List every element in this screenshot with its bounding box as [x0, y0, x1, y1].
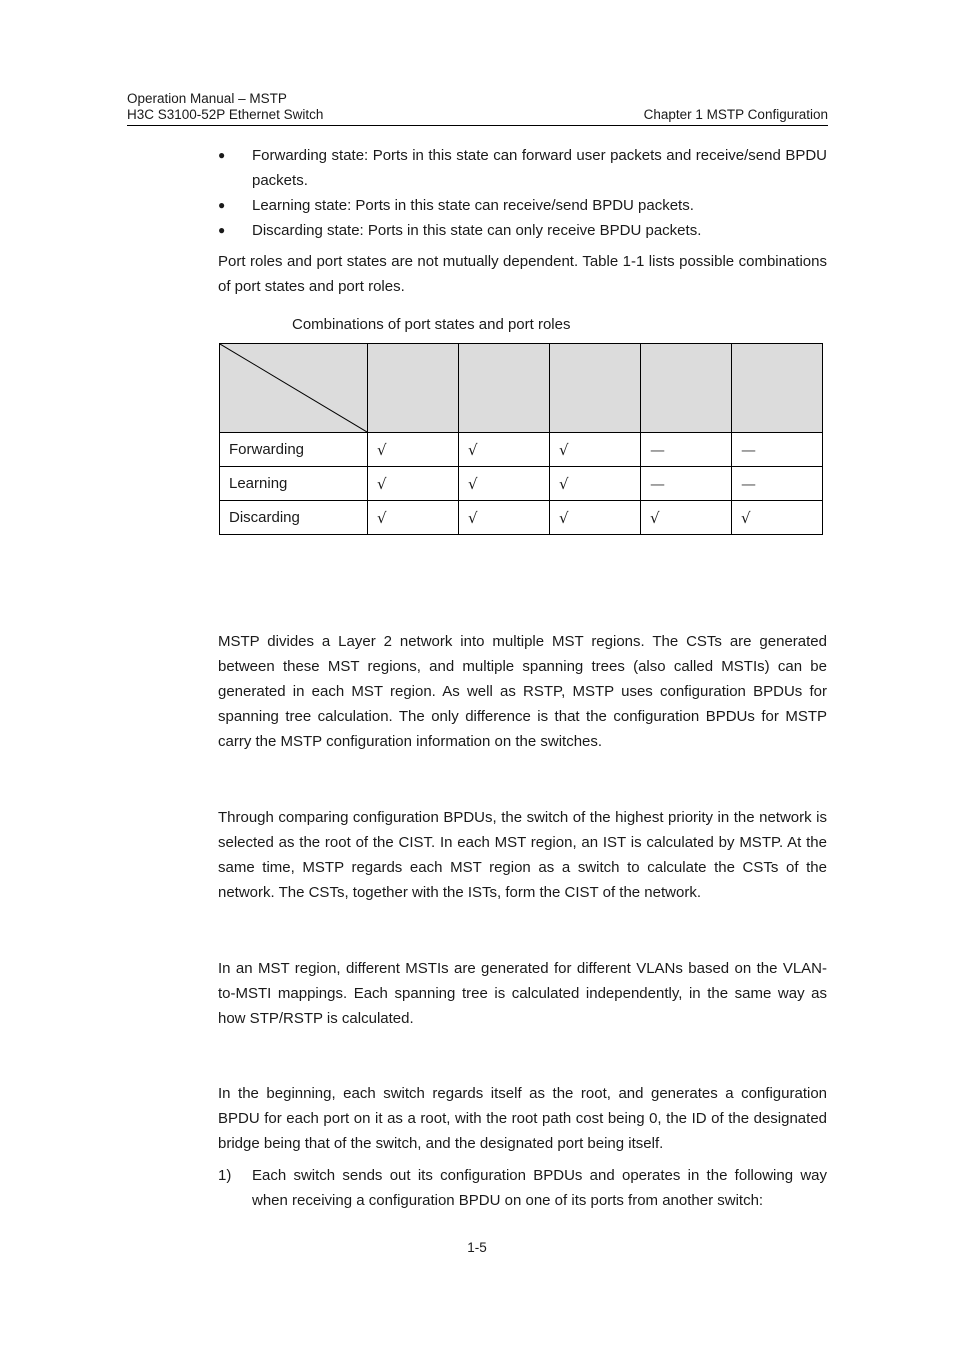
table-cell: —	[732, 433, 823, 467]
table-header-cell	[550, 344, 641, 433]
chapter-title: Chapter 1 MSTP Configuration	[643, 107, 828, 122]
bullet-text: Learning state: Ports in this state can receive/send BPDU packets.	[252, 197, 694, 214]
bullet-item-forwarding	[218, 143, 827, 193]
product-name: H3C S3100-52P Ethernet Switch	[127, 107, 324, 122]
table-cell: —	[641, 433, 732, 467]
table-header-cell	[732, 344, 823, 433]
header-left	[127, 91, 323, 123]
page-number: 1-5	[467, 1240, 487, 1255]
manual-title: Operation Manual – MSTP	[127, 91, 287, 106]
table-cell: √	[459, 433, 550, 467]
table-cell: √	[550, 433, 641, 467]
table-cell: √	[550, 501, 641, 535]
step-text: Each switch sends out its configuration BPDUs and operates in the following way when receiving a configuration BPDU on one of its ports from another switch:	[252, 1167, 827, 1209]
table-header-row	[220, 344, 823, 433]
bullet-icon: ●	[218, 198, 226, 212]
table-cell: √	[550, 467, 641, 501]
page-header	[127, 91, 828, 126]
table-header-cell	[641, 344, 732, 433]
table-cell: √	[368, 433, 459, 467]
paragraph-root-election: In the beginning, each switch regards itself as the root, and generates a configuration BPDU for each port on it as a root, with the root path cost being 0, the ID of the designated bridge being that of the switch, and the designated port being itself.	[218, 1085, 827, 1152]
paragraph-mst-regions: MSTP divides a Layer 2 network into multiple MST regions. The CSTs are generated between these MST regions, and multiple spanning trees (also called MSTIs) can be generated in each MST region. As well as RSTP, MSTP uses configuration BPDUs for spanning tree calculation. The only difference is that the configuration BPDUs for MSTP carry the MSTP configuration information on the switches.	[218, 633, 827, 750]
state-cell: Learning	[220, 467, 368, 501]
intro-paragraph: Port roles and port states are not mutually dependent. Table 1-1 lists possible combinations of port states and port roles.	[218, 253, 827, 295]
table-cell: —	[641, 467, 732, 501]
step-number: 1)	[218, 1167, 232, 1184]
table-cell: √	[368, 467, 459, 501]
bullet-text: Discarding state: Ports in this state can only receive BPDU packets.	[252, 222, 702, 239]
table-corner-cell	[220, 344, 368, 433]
paragraph-cist: Through comparing configuration BPDUs, the switch of the highest priority in the network is selected as the root of the CIST. In each MST region, an IST is calculated by MSTP. At the same time, MSTP regards each MST region as a switch to calculate the CSTs of the network. The CSTs, together with the ISTs, form the CIST of the network.	[218, 809, 827, 901]
table-cell: √	[459, 467, 550, 501]
table-cell: —	[732, 467, 823, 501]
table-header-cell	[368, 344, 459, 433]
bullet-text: Forwarding state: Ports in this state can forward user packets and receive/send BPDU packets.	[252, 147, 827, 189]
bullet-icon: ●	[218, 148, 226, 162]
table-header-cell	[459, 344, 550, 433]
table-row	[220, 501, 823, 535]
table-row	[220, 467, 823, 501]
table-row	[220, 433, 823, 467]
numbered-step-1	[218, 1163, 827, 1213]
diagonal-line	[220, 344, 367, 432]
table-cell: √	[459, 501, 550, 535]
bullet-item-learning	[218, 193, 827, 218]
table-cell: √	[368, 501, 459, 535]
state-cell: Discarding	[220, 501, 368, 535]
port-state-role-table	[219, 343, 823, 535]
bullet-item-discarding	[218, 218, 827, 243]
table-cell: √	[732, 501, 823, 535]
bullet-icon: ●	[218, 223, 226, 237]
paragraph-msti: In an MST region, different MSTIs are generated for different VLANs based on the VLAN-to-MSTI mappings. Each spanning tree is calculated independently, in the same way as how STP/RSTP is calculated.	[218, 960, 827, 1027]
state-cell: Forwarding	[220, 433, 368, 467]
table-caption: Combinations of port states and port roles	[292, 316, 571, 333]
table-cell: √	[641, 501, 732, 535]
